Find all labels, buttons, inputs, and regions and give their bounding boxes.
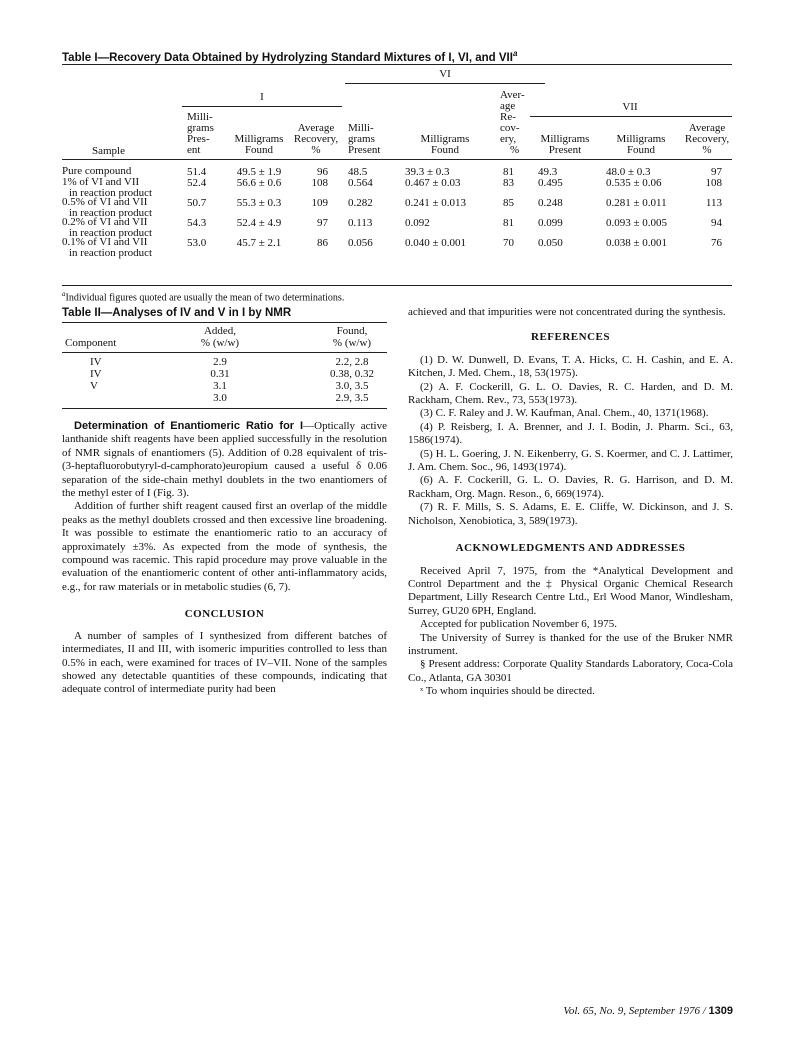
table1-header-rule (62, 159, 732, 160)
enantiomeric-paragraph-2: Addition of further shift reagent caused first an overlap of the middle peaks as the methyl doublets crossed and then excessive line broadening. It was possible to estimate the enantiomeric ratio to an accuracy of approximately ±3%. As expected from the mode of synthesis, the compound was racemic. This rapid procedure may prove valuable in the evaluation of the enantiomeric content of other anti-inflammatory acids, e.g., for raw materials or in metabolic studies (6, 7). (62, 500, 387, 593)
page-footer (450, 1005, 733, 1018)
table2-cell-found: 2.2, 2.8 (335, 356, 369, 368)
table1-cell-vi-rec: 83 (503, 177, 514, 189)
table1-bottom-rule (62, 285, 732, 286)
table1-cell-i-found: 56.6 ± 0.6 (236, 177, 282, 189)
table2-cell-component: IV (90, 368, 102, 380)
table1-header-vii-recovery (680, 123, 734, 156)
enantiomeric-p1-text: —Optically active lanthanide shift reagents have been applied successfully in the resolution of NMR signals of enantiomers (5). Addition of 0.28 equivalent of tris-(3-heptafluorobutyryl-d-camphorato)europium caused a useful δ 0.06 separation of the side-chain methyl doublets in the two enantiomers of the methyl ester of I (Fig. 3). (62, 420, 387, 500)
continuation-paragraph: achieved and that impurities were not concentrated during the synthesis. (408, 306, 726, 318)
table1-cell-vii-present: 49.3 (538, 166, 558, 178)
sample-line: 0.1% of VI and VII (62, 236, 148, 248)
hdr-line: Found (430, 144, 460, 156)
sample-line: Pure compound (62, 165, 132, 177)
reference-item: (4) P. Reisberg, I. A. Brenner, and J. I. Bodin, J. Pharm. Sci., 63, 1586(1974). (408, 420, 733, 447)
reference-item: (3) C. F. Raley and J. W. Kaufman, Anal. Chem., 40, 1371(1968). (420, 407, 709, 420)
table1-cell-vii-present: 0.495 (538, 177, 563, 189)
table2-cell-added: 3.1 (213, 380, 227, 392)
ack-inquiries: ˣ To whom inquiries should be directed. (420, 685, 595, 698)
hdr-line: Present (348, 144, 381, 156)
table1-cell-vii-found: 0.093 ± 0.005 (606, 217, 668, 229)
table1-header-sample: Sample (92, 145, 125, 157)
table1-cell-i-found: 55.3 ± 0.3 (236, 197, 282, 209)
table1-cell-vi-present: 0.564 (348, 177, 373, 189)
table2-cell-added: 3.0 (213, 392, 227, 404)
table1-cell-vii-found: 0.281 ± 0.011 (606, 197, 667, 209)
table2-header-added (180, 325, 260, 349)
hdr-line: Recovery, (293, 133, 339, 145)
table1-cell-i-rec: 97 (317, 217, 328, 229)
table2-cell-component: IV (90, 356, 102, 368)
table1-cell-i-rec: 108 (311, 177, 328, 189)
table1-top-rule (62, 64, 732, 65)
table1-header-i-present (187, 112, 214, 156)
table1-cell-sample (62, 237, 152, 259)
hdr-line: Found (626, 144, 656, 156)
hdr-line: age (500, 100, 516, 112)
table1-cell-vi-present: 0.113 (348, 217, 373, 229)
table1-cell-i-present: 52.4 (187, 177, 207, 189)
hdr-line: Found (244, 144, 274, 156)
ack-university: The University of Surrey is thanked for the use of the Bruker NMR instrument. (408, 631, 733, 657)
sample-line: in reaction product (69, 187, 153, 199)
hdr-line: % (311, 144, 321, 156)
table1-cell-vii-found: 48.0 ± 0.3 (606, 166, 651, 178)
table1-cell-vii-rec: 97 (711, 166, 722, 178)
reference-item: (6) A. F. Cockerill, G. L. O. Davies, R. G. Harrison, and D. M. Rackham, Org. Magn. Reson., 6, 669(1974). (408, 474, 733, 500)
acknowledgments-heading: ACKNOWLEDGMENTS AND ADDRESSES (455, 542, 686, 555)
references-heading: REFERENCES (531, 331, 610, 344)
sample-line: in reaction product (69, 227, 153, 239)
hdr-line: Present (548, 144, 582, 156)
references-list (408, 354, 733, 528)
table1-cell-i-rec: 96 (317, 166, 328, 178)
table1-title (62, 49, 517, 65)
table1-cell-vi-present: 0.282 (348, 197, 373, 209)
table1-header-vi-recovery (500, 90, 525, 156)
table1-cell-i-present: 51.4 (187, 166, 207, 178)
table1-header-vi-found (405, 134, 485, 156)
table1-cell-vi-found: 0.467 ± 0.03 (405, 177, 461, 189)
table2-top-rule (62, 322, 387, 323)
hdr-line: Milligrams (616, 133, 666, 145)
table1-cell-vii-rec: 94 (711, 217, 722, 229)
table1-cell-vi-found: 0.040 ± 0.001 (405, 237, 467, 249)
hdr-line: grams (348, 133, 375, 145)
hdr-line: % (w/w) (332, 337, 372, 349)
ack-present-address: § Present address: Corporate Quality Standards Laboratory, Coca-Cola Co., Atlanta, GA 30301 (408, 658, 733, 684)
right-column-text (408, 306, 733, 699)
hdr-line: Added, (203, 325, 237, 337)
reference-item: (2) A. F. Cockerill, G. L. O. Davies, R. C. Harden, and D. M. Rackham, Chem. Rev., 73, 553(1973). (408, 380, 733, 407)
hdr-line: Re- (500, 111, 516, 123)
table1-title-footnote-mark: a (512, 49, 518, 58)
table1-group-vii: VII (622, 101, 638, 113)
table1-header-vii-present (530, 134, 600, 156)
reference-item: (7) R. F. Mills, S. S. Adams, E. E. Cliffe, W. Dickinson, and J. S. Nicholson, Xenobiotica, 3, 589(1973). (408, 501, 733, 527)
table1-i-rule (182, 106, 342, 107)
table1-cell-vii-present: 0.248 (538, 197, 563, 209)
table2-bottom-rule (62, 408, 387, 409)
table1-cell-vi-present: 48.5 (348, 166, 368, 178)
table1-cell-vii-rec: 76 (711, 237, 722, 249)
hdr-line: grams (187, 122, 214, 134)
table1-cell-vii-rec: 113 (705, 197, 722, 209)
hdr-line: Average (688, 122, 726, 134)
table1-cell-vii-rec: 108 (705, 177, 722, 189)
table1-cell-i-present: 54.3 (187, 217, 207, 229)
table2-title: Table II—Analyses of IV and V in I by NMR (62, 307, 292, 319)
hdr-line: Milli- (187, 111, 213, 123)
conclusion-paragraph: A number of samples of I synthesized from different batches of intermediates, II and III, with isomeric impurities controlled to less than 0.5% in each, were examined for traces of IV–VII. None of the samples showed any detectable quantities of these compounds, indicating that adequate control of intermediate purity had been (62, 629, 387, 696)
table1-cell-i-present: 53.0 (187, 237, 207, 249)
table1-cell-i-present: 50.7 (187, 197, 207, 209)
reference-item: (1) D. W. Dunwell, D. Evans, T. A. Hicks, C. H. Cashin, and E. A. Kitchen, J. Med. Chem., 18, 53(1975). (408, 353, 733, 380)
table1-group-vi: VI (439, 68, 451, 80)
table1-title-text: Table I—Recovery Data Obtained by Hydrolyzing Standard Mixtures of I, VI, and VII (62, 51, 513, 64)
ack-received: Received April 7, 1975, from the *Analytical Development and Control Department and the ‡ Physical Organic Chemical Research Department, Lilly Research Centre Ltd., Erl Wood Manor, Windlesham, Surrey, GU20 6PH, England. (408, 564, 733, 617)
table1-cell-i-found: 49.5 ± 1.9 (236, 166, 282, 178)
table1-header-i-recovery (288, 123, 344, 156)
hdr-line: Pres- (187, 133, 210, 145)
table1-vii-rule (530, 116, 732, 117)
table1-footnote-mark: a (62, 290, 66, 298)
table1-cell-vi-rec: 70 (503, 237, 514, 249)
table2-cell-found: 3.0, 3.5 (335, 380, 369, 392)
table2-cell-found: 0.38, 0.32 (330, 368, 374, 380)
table1-footnote-text: Individual figures quoted are usually the mean of two determinations. (65, 292, 345, 304)
table2-header-component: Component (65, 337, 117, 349)
footer-separator: / (699, 1005, 709, 1017)
hdr-line: Recovery, (684, 133, 730, 145)
table1-cell-vi-rec: 81 (503, 217, 514, 229)
hdr-line: Milligrams (234, 133, 284, 145)
table1-header-vii-found (606, 134, 676, 156)
table1-header-vi-present (348, 123, 380, 156)
table2-cell-added: 0.31 (210, 368, 230, 380)
hdr-line: Milligrams (540, 133, 590, 145)
table1-cell-vii-present: 0.099 (538, 217, 563, 229)
table1-cell-i-found: 45.7 ± 2.1 (236, 237, 282, 249)
enantiomeric-heading: Determination of Enantiomeric Ratio for I (74, 420, 304, 432)
enantiomeric-paragraph-1 (62, 420, 387, 500)
hdr-line: Aver- (500, 89, 525, 101)
sample-line: in reaction product (69, 207, 153, 219)
table1-cell-vi-found: 0.092 (405, 217, 430, 229)
table1-cell-i-rec: 86 (317, 237, 328, 249)
table1-header-i-found (226, 134, 292, 156)
table2-cell-component: V (90, 380, 98, 392)
hdr-line: Found, (336, 325, 368, 337)
table1-cell-vi-found: 39.3 ± 0.3 (405, 166, 450, 178)
table1-cell-vi-rec: 81 (503, 166, 514, 178)
table1-vi-rule (345, 83, 545, 84)
table1-cell-vi-found: 0.241 ± 0.013 (405, 197, 467, 209)
footer-journal: Vol. 65, No. 9, September 1976 (563, 1005, 700, 1017)
table1-cell-i-rec: 109 (311, 197, 328, 209)
table1-cell-vii-found: 0.535 ± 0.06 (606, 177, 662, 189)
table2-cell-found: 2.9, 3.5 (335, 392, 369, 404)
hdr-line: ent (187, 144, 201, 156)
hdr-line: % (510, 144, 520, 156)
ack-accepted: Accepted for publication November 6, 1975. (420, 618, 618, 631)
table1-cell-vii-present: 0.050 (538, 237, 563, 249)
table1-cell-i-found: 52.4 ± 4.9 (236, 217, 282, 229)
left-column-text (62, 420, 387, 697)
table1-cell-vii-found: 0.038 ± 0.001 (606, 237, 668, 249)
sample-line: 0.5% of VI and VII (62, 196, 148, 208)
hdr-line: % (w/w) (200, 337, 240, 349)
table1-footnote (62, 290, 344, 305)
reference-item: (5) H. L. Goering, J. N. Eikenberry, G. S. Koermer, and C. J. Lattimer, J. Am. Chem. Soc., 96, 1493(1974). (408, 447, 733, 474)
table1-cell-vi-present: 0.056 (348, 237, 373, 249)
table1-group-i: I (260, 91, 264, 103)
sample-line: 0.2% of VI and VII (62, 216, 148, 228)
hdr-line: Average (297, 122, 335, 134)
hdr-line: ery, (500, 133, 517, 145)
hdr-line: % (702, 144, 712, 156)
hdr-line: cov- (500, 122, 520, 134)
hdr-line: Milligrams (420, 133, 470, 145)
table1-cell-vi-rec: 85 (503, 197, 514, 209)
sample-line: 1% of VI and VII (62, 176, 140, 188)
table2-header-found (318, 325, 386, 349)
table2-cell-added: 2.9 (213, 356, 227, 368)
footer-page-number: 1309 (708, 1005, 733, 1017)
hdr-line: Milli- (348, 122, 374, 134)
sample-line: in reaction product (69, 247, 153, 259)
conclusion-heading: CONCLUSION (184, 608, 265, 621)
table2-header-rule (62, 352, 387, 353)
